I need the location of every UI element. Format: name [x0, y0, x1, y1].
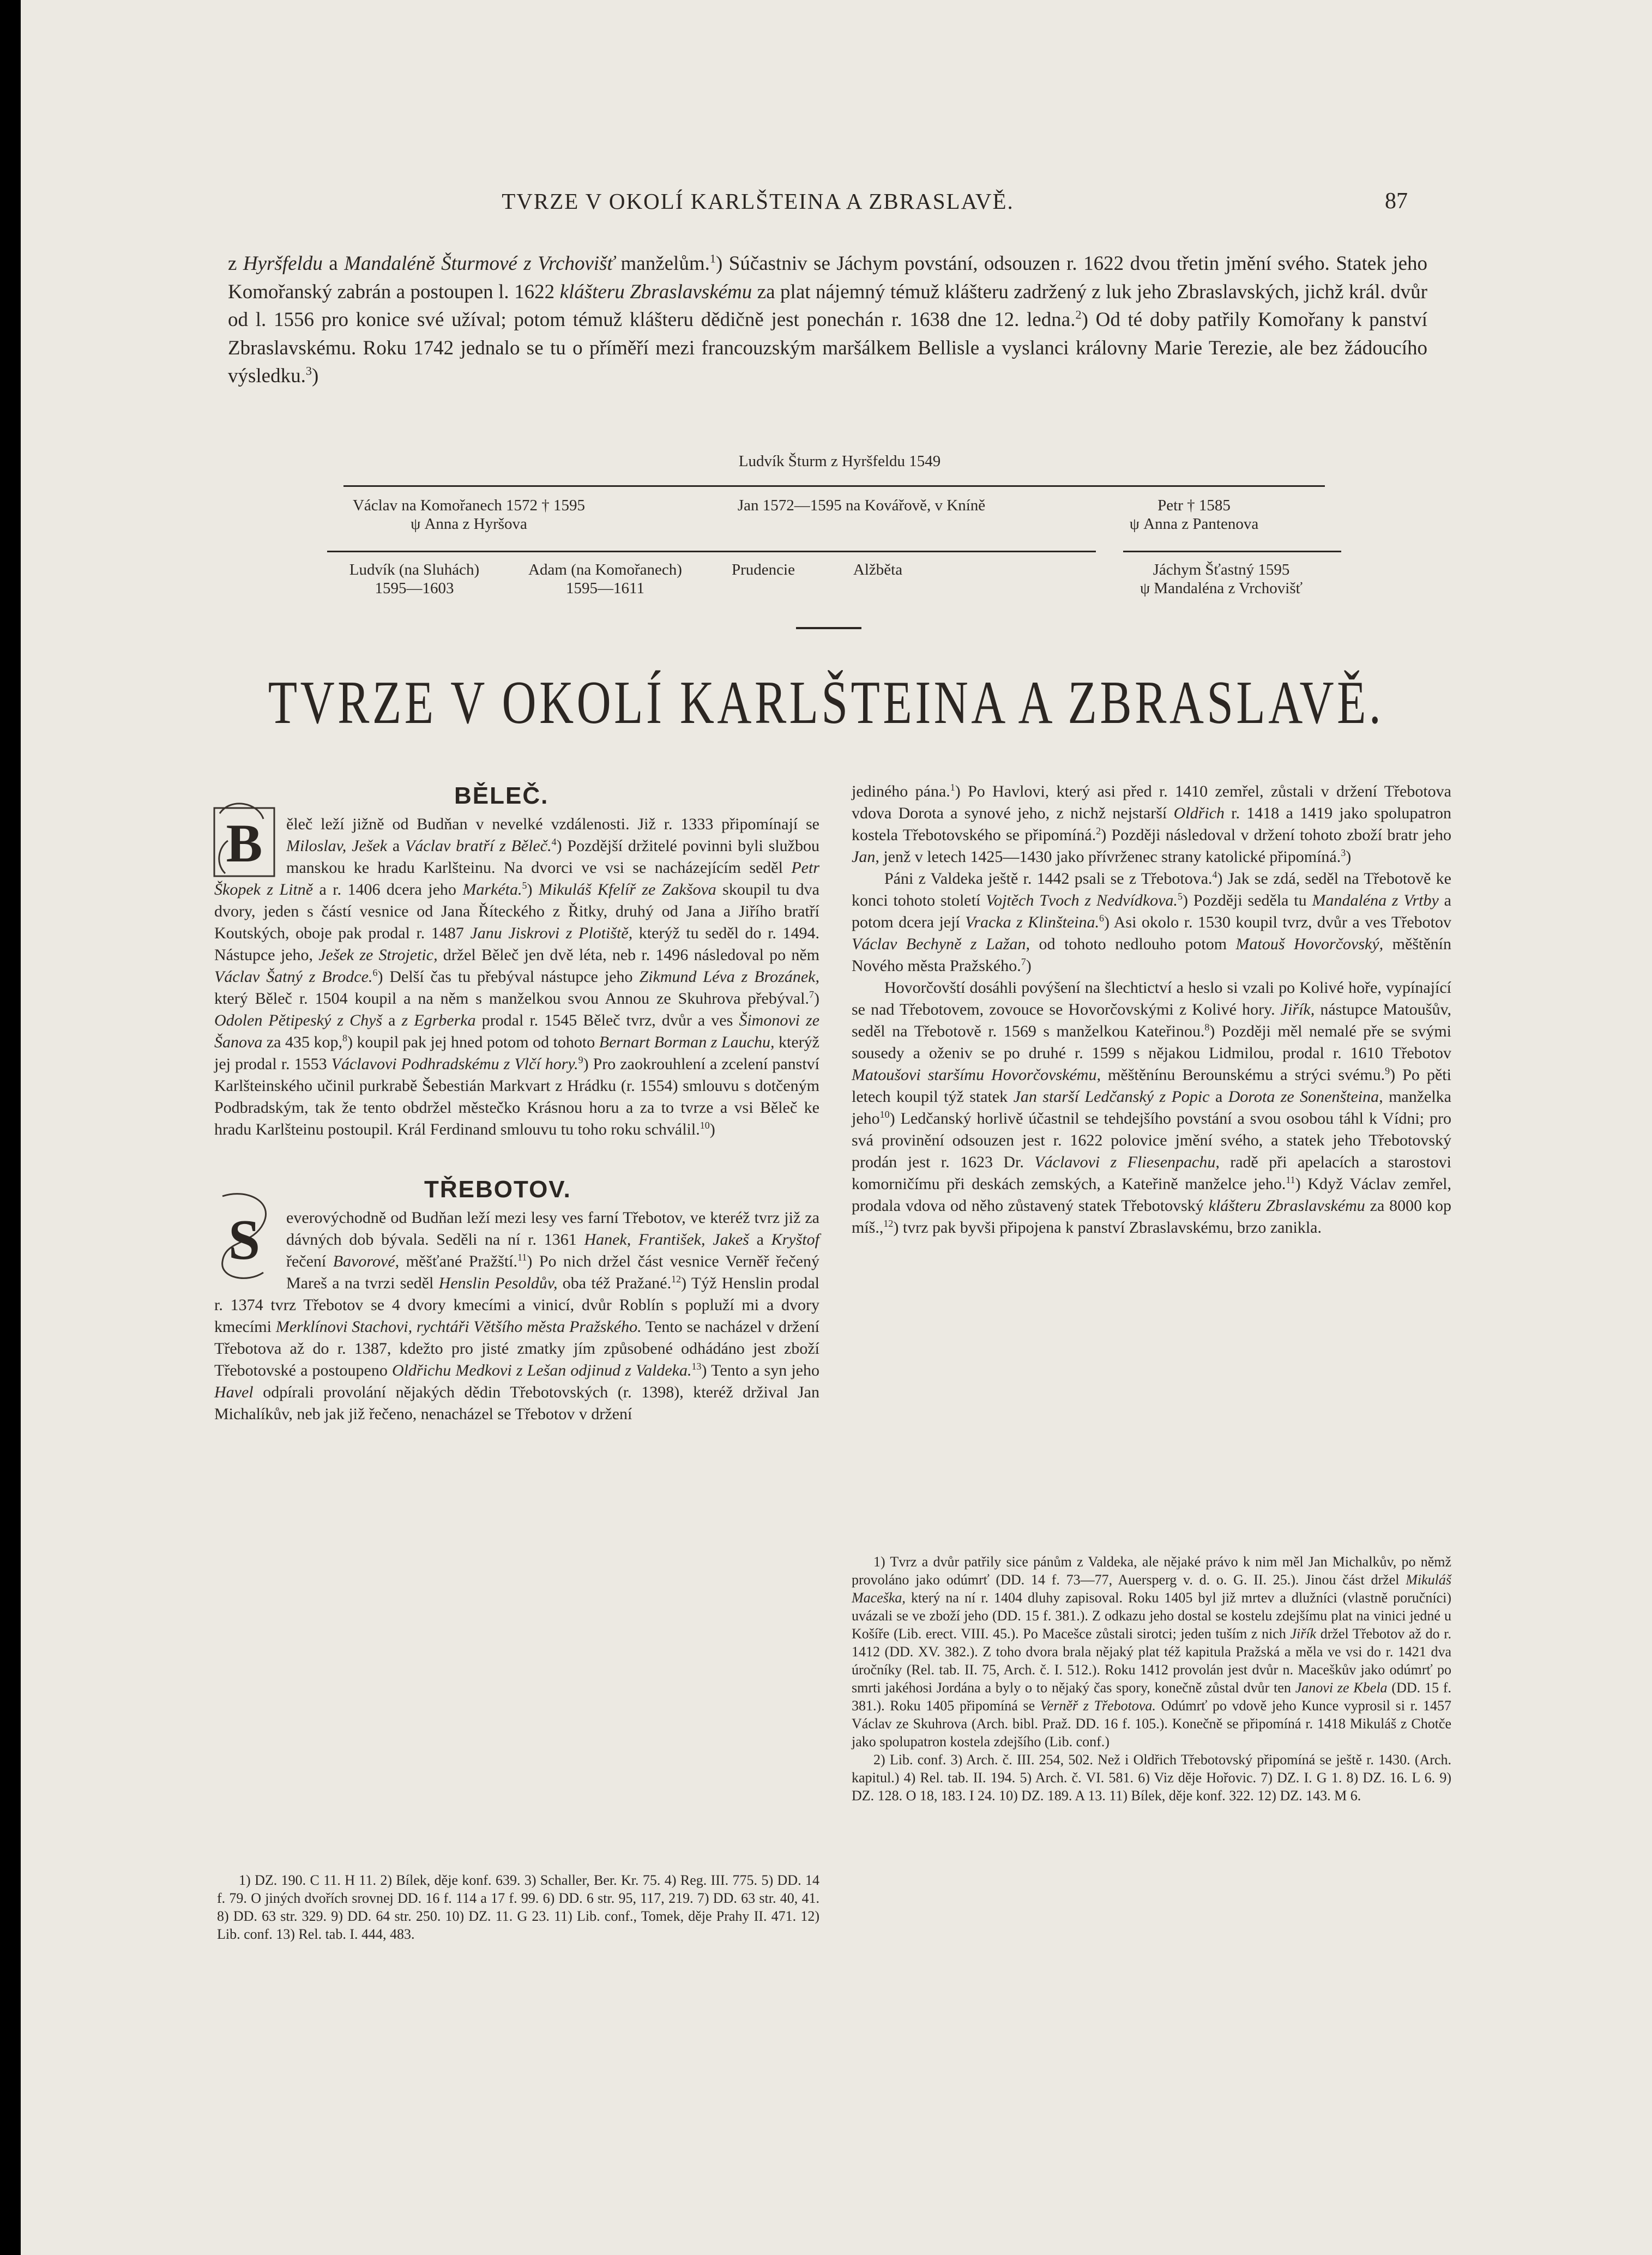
section-heading-trebotov: TŘEBOTOV.	[424, 1176, 571, 1203]
svg-text:B: B	[226, 813, 263, 873]
genealogy-tree	[305, 453, 1374, 611]
footnotes-left: 1) DZ. 190. C 11. H 11. 2) Bílek, děje konf. 639. 3) Schaller, Ber. Kr. 75. 4) Reg. III. 775. 5) DD. 14 f. 79. O jiných dvořích srovnej DD. 16 f. 114 a 17 f. 99. 6) DD. 6 str. 95, 117, 219. 7) DD. 63 str. 40, 41. 8) DD. 63 str. 329. 9) DD. 64 str. 250. 10) DZ. 11. G 23. 11) Lib. conf., Tomek, děje Prahy II. 471. 12) Lib. conf. 13) Rel. tab. I. 444, 483.	[217, 1872, 819, 1942]
footnotes-right: 1) Tvrz a dvůr patřily sice pánům z Valdeka, ale nějaké právo k nim měl Jan Michalkův, po němž provoláno jako odúmrť (DD. 14 f. 73—77, Auersperg v. d. o. G. II. 25.). Jinou část držel Mikuláš Maceška, který na ní r. 1404 dluhy zapisoval. Roku 1405 byl již mrtev a dlužníci (vlastně poručníci) uvázali se ve zboží jeho (DD. 15 f. 381.). Z odkazu jeho dostal se kostelu zdejšímu plat na vinici jedné u Košíře (Lib. erect. VIII. 45.). Po Macešce zůstali sirotci; jeden tuším z nich Jiřík držel Třebotov až do r. 1412 (DD. XV. 382.). Z toho dvora brala nějaký plat též kapitula Pražská a měla ve vsi do r. 1421 dva úročníky (Rel. tab. II. 75, Arch. č. I. 512.). Roku 1412 provolán jest dvůr n. Maceškův jako odúmrť po smrti jakéhosi Jordána a byly o to nějaký čas spory, konečně zůstal dvůr ten Janovi ze Kbela (DD. 15 f. 381.). Roku 1405 připomíná se Verněř z Třebotova. Odúmrť po vdově jeho Kunce vyprosil si r. 1457 Václav ze Skuhrova (Arch. bibl. Praž. DD. 16 f. 105.). Konečně se připomíná r. 1418 Mikuláš z Chotče jako spolupatron kostela zdejšího (Lib. conf.) 2) Lib. conf. 3) Arch. č. III. 254, 502. Než i Oldřich Třebotovský připomíná se ještě r. 1430. (Arch. kapitul.) 4) Rel. tab. II. 194. 5) Arch. č. VI. 581. 6) Viz děje Hořovic. 7) DZ. I. G 1. 8) DZ. 16. L 6. 9) DZ. 128. O 18, 183. I 24. 10) DZ. 189. A 13. 11) Bílek, děje konf. 322. 12) DZ. 143. M 6.	[852, 1554, 1451, 1804]
dropcap-b-ornament	[209, 797, 280, 879]
gen-ludvik: Ludvík (na Sluhách) 1595—1603	[349, 561, 480, 597]
intro-paragraph: z Hyršfeldu a Mandaléně Šturmové z Vrchovišť manželům.$^1$) Súčastniv se Jáchym povstání, odsouzen r. 1622 dvou třetin jmění svého. Statek jeho Komořanský zabrán a postoupen l. 1622 klášteru Zbraslavskému za plat nájemný témuž klášteru zadržený z luk jeho Zbraslavských, jichž král. dvůr od l. 1556 pro konice své užíval; potom témuž klášteru dědičně jest ponechán r. 1638 dne 12. ledna.$^2$) Od té doby patřily Komořany k panství Zbraslavskému. Roku 1742 jednalo se tu o příměří mezi francouzským maršálkem Bellisle a vyslanci královny Marie Terezie, ale bez žádoucího výsledku.$^3$)	[228, 251, 1428, 387]
gen-jachym: Jáchym Šťastný 1595 ψ Mandaléna z Vrchovišť	[1139, 561, 1303, 597]
running-title: TVRZE V OKOLÍ KARLŠTEINA A ZBRASLAVĚ.	[502, 189, 1014, 214]
gen-rule	[343, 485, 1325, 487]
gen-jan: Jan 1572—1595 na Kovářově, v Kníně	[737, 497, 986, 514]
left-column: BĚLEČ. B ěleč leží jižně od Budňan v nevelké vzdálenosti. Již r. 1333 připomínají se Miloslav, Ješek a Václav bratří z Běleč.$^4$) Pozdější držitelé povinni byli službou manskou ke hradu Karlšteinu. Na dvorci ve vsi se nacházejícím seděl Petr Škopek z Litně a r. 1406 dcera jeho Markéta.$^5$) Mikuláš Kfelíř ze Zakšova skoupil tu dva dvory, jeden s částí vesnice od Jana Říteckého z Řitky, druhý od Jana a Jiřího bratří Koutských, oboje pak prodal r. 1487 Janu Jiskrovi z Plotiště, kterýž tu seděl do r. 1494. Nástupce jeho, Ješek ze Strojetic, držel Běleč jen dvě léta, neb r. 1496 následoval po něm Václav Šatný z Brodce.$^6$) Delší čas tu přebýval nástupce jeho Zikmund Léva z Brozánek, který Běleč r. 1504 koupil a na něm s manželkou svou Annou ze Skuhrova přebýval.$^7$) Odolen Pětipeský z Chyš a z Egrberka prodal r. 1545 Běleč tvrz, dvůr a ves Šimonovi ze Šanova za 435 kop,$^8$) koupil pak jej hned potom od tohoto Bernart Borman z Lauchu, kterýž jej prodal r. 1553 Václavovi Podhradskému z Vlčí hory.$^9$) Pro zaokrouhlení a zcelení panství Karlšteinského učinil purkrabě Šebestián Markvart z Hrádku (r. 1554) smlouvu s dotčeným Podbradským, tak že tento obdržel městečko Krásnou horu a za to tvrze a vsi Běleč ke hradu Karlšteinu postoupil. Král Ferdinand smlouvu tu toho roku schválil.$^{10}$) TŘEBOTOV. S everovýchodně od Budňan leží mezi lesy ves farní Třebotov, ve kteréž tvrz již za dávných dob bývala. Seděli na ní r. 1361 Hanek, František, Jakeš a Kryštof řečení Bavorové, měšťané Pražští.$^{11}$) Po nich držel část vesnice Verněř řečený Mareš a na tvrzi seděl Henslin Pesoldův, oba též Pražané.$^{12}$) Týž Henslin prodal r. 1374 tvrz Třebotov se 4 dvory kmecími a vinicí, dvůr Roblín s popluží mi a dvory kmecími Merklínovi Stachovi, rychtáři Většího města Pražského. Tento se nacházel v držení Třebotova až do r. 1387, kdežto pro jisté zmatky jím způsobené odhádáno jest zboží Třebotovské a postoupeno Oldřichu Medkovi z Lešan odjinud z Valdeka.$^{13}$) Tento a syn jeho Havel odpírali provolání nějakých dědin Třebotovských (r. 1398), kteréž držival Jan Michalíkův, neb jak již řečeno, nenacházel se Třebotov v držení	[214, 785, 819, 1425]
chapter-title: TVRZE V OKOLÍ KARLŠTEINA A ZBRASLAVĚ.	[268, 669, 1384, 737]
gen-root: Ludvík Šturm z Hyršfeldu 1549	[738, 453, 941, 470]
gen-alzbeta: Alžběta	[853, 561, 903, 578]
scan-edge	[0, 0, 21, 2255]
gen-petr: Petr † 1585 ψ Anna z Pantenova	[1129, 497, 1259, 533]
gen-rule	[1123, 551, 1341, 552]
running-head	[0, 188, 1652, 221]
gen-adam: Adam (na Komořanech) 1595—1611	[528, 561, 682, 597]
dropcap-s-ornament	[209, 1191, 280, 1283]
section-heading-belec: BĚLEČ.	[454, 782, 549, 809]
gen-prudencie: Prudencie	[732, 561, 795, 578]
right-column: jediného pána.$^1$) Po Havlovi, který asi před r. 1410 zemřel, zůstali v držení Třebotova vdova Dorota a synové jeho, z nichž nejstarší Oldřich r. 1418 a 1419 jako spolupatron kostela Třebotovského se připomíná.$^2$) Později následoval v držení tohoto zboží bratr jeho Jan, jenž v letech 1425—1430 jako přívrženec strany katolické připomíná.$^3$) Páni z Valdeka ještě r. 1442 psali se z Třebotova.$^4$) Jak se zdá, seděl na Třebotově ke konci tohoto století Vojtěch Tvoch z Nedvídkova.$^5$) Později seděla tu Mandaléna z Vrtby a potom dcera její Vracka z Klinšteina.$^6$) Asi okolo r. 1530 koupil tvrz, dvůr a ves Třebotov Václav Bechyně z Lažan, od tohoto nedlouho potom Matouš Hovorčovský, měštěnín Nového města Pražského.$^7$) Hovorčovští dosáhli povýšení na šlechtictví a heslo si vzali po Kolivé hoře, vypínající se nad Třebotovem, zovouce se Hovorčovskými z Kolivé hory. Jiřík, nástupce Matoušův, seděl na Třebotově r. 1569 s manželkou Kateřinou.$^8$) Později měl nemalé pře se svými sousedy a oženiv se po druhé r. 1599 s nějakou Lidmilou, prodal r. 1610 Třebotov Matoušovi staršímu Hovorčovskému, měštěnínu Berounskému a strýci svému.$^9$) Po pěti letech koupil týž statek Jan starší Ledčanský z Popic a Dorota ze Sonenšteina, manželka jeho$^{10}$) Ledčanský horlivě účastnil se tehdejšího povstání a svou osobou táhl k Vídni; pro svá provinění odsouzen jest r. 1622 polovice jmění svého, a statek jeho Třebotovský prodán jest r. 1623 Dr. Václavovi z Fliesenpachu, radě při apelacích a starostovi komorničímu při deskách zemských, a Kateřině manželce jeho.$^{11}$) Když Václav zemřel, prodala vdova od něho zůstavený statek Třebotovský klášteru Zbraslavskému za 8000 kop míš.,$^{12}$) tvrz pak byvši připojena k panství Zbraslavskému, brzo zanikla.	[852, 782, 1452, 1237]
gen-rule	[327, 551, 1096, 552]
gen-vaclav: Václav na Komořanech 1572 † 1595 ψ Anna z Hyršova	[352, 497, 585, 533]
page-number: 87	[1385, 189, 1408, 214]
title-rule	[796, 627, 861, 629]
svg-text:S: S	[228, 1208, 261, 1271]
